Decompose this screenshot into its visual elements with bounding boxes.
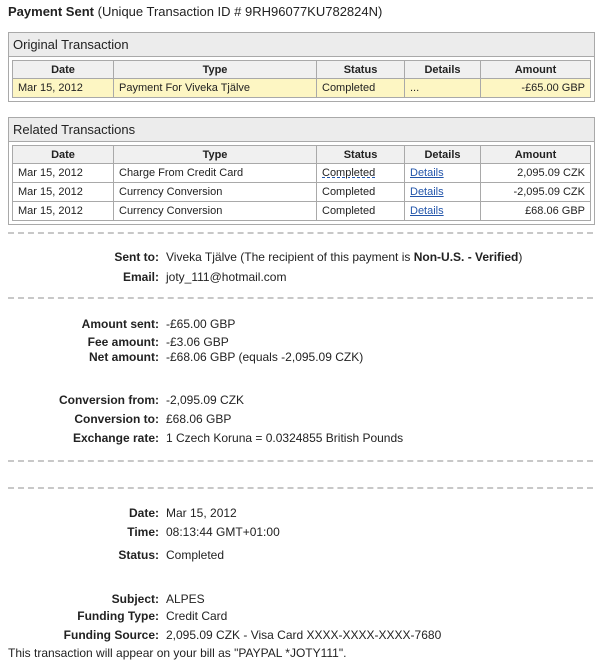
details-link[interactable]: Details xyxy=(410,205,444,217)
recipient-name: Viveka Tjälve xyxy=(166,250,237,264)
table-header-row xyxy=(13,61,591,79)
cell-status: Completed xyxy=(317,79,405,98)
table-row xyxy=(13,79,591,98)
details-link[interactable]: Details xyxy=(410,186,444,198)
original-transaction-panel xyxy=(8,32,595,102)
cell-details xyxy=(405,183,481,202)
column-header-date: Date xyxy=(13,146,114,164)
cell-details xyxy=(405,202,481,221)
table-row xyxy=(13,202,591,221)
column-header-status: Status xyxy=(317,146,405,164)
net-amount-label: Net amount: xyxy=(89,350,159,364)
section-divider xyxy=(8,487,593,489)
funding-source-value: 2,095.09 CZK - Visa Card XXXX-XXXX-XXXX-7680 xyxy=(166,628,442,642)
cell-amount: 2,095.09 CZK xyxy=(481,164,591,183)
conversion-from-value: -2,095.09 CZK xyxy=(166,393,245,407)
funding-source-label: Funding Source: xyxy=(63,628,159,642)
column-header-amount: Amount xyxy=(481,146,591,164)
conversion-to-value: £68.06 GBP xyxy=(166,412,232,426)
cell-amount: -2,095.09 CZK xyxy=(481,183,591,202)
recipient-note-post: ) xyxy=(518,250,523,264)
cell-date: Mar 15, 2012 xyxy=(13,79,114,98)
fee-amount-value: -£3.06 GBP xyxy=(166,335,229,349)
cell-amount: -£65.00 GBP xyxy=(481,79,591,98)
funding-type-label: Funding Type: xyxy=(77,609,159,623)
cell-status xyxy=(317,164,405,183)
cell-date: Mar 15, 2012 xyxy=(13,164,114,183)
sent-to-label: Sent to: xyxy=(114,250,159,264)
exchange-rate-value: 1 Czech Koruna = 0.0324855 British Pounds xyxy=(166,431,404,445)
time-label: Time: xyxy=(127,525,159,539)
section-divider xyxy=(8,232,593,234)
date-value: Mar 15, 2012 xyxy=(166,506,237,520)
column-header-type: Type xyxy=(114,61,317,79)
conversion-to-label: Conversion to: xyxy=(74,412,159,426)
exchange-rate-label: Exchange rate: xyxy=(72,431,159,445)
cell-type: Payment For Viveka Tjälve xyxy=(114,79,317,98)
status-completed-link[interactable]: Completed xyxy=(322,167,376,179)
sent-to-value xyxy=(166,250,522,264)
cell-details: ... xyxy=(405,79,481,98)
cell-status: Completed xyxy=(317,202,405,221)
email-label: Email: xyxy=(122,270,159,284)
cell-type: Currency Conversion xyxy=(114,202,317,221)
related-transactions-table xyxy=(12,145,591,221)
cell-status: Completed xyxy=(317,183,405,202)
related-transactions-panel xyxy=(8,117,595,225)
fee-amount-label: Fee amount: xyxy=(87,335,159,349)
net-amount-value: -£68.06 GBP (equals -2,095.09 CZK) xyxy=(166,350,364,364)
cell-amount: £68.06 GBP xyxy=(481,202,591,221)
recipient-note-pre: (The recipient of this payment is xyxy=(240,250,411,264)
cell-date: Mar 15, 2012 xyxy=(13,183,114,202)
cell-date: Mar 15, 2012 xyxy=(13,202,114,221)
table-row xyxy=(13,164,591,183)
page-title xyxy=(8,4,382,19)
details-link[interactable]: Details xyxy=(410,167,444,179)
funding-type-value: Credit Card xyxy=(166,609,228,623)
date-label: Date: xyxy=(128,506,159,520)
subject-value: ALPES xyxy=(166,592,205,606)
column-header-date: Date xyxy=(13,61,114,79)
status-value: Completed xyxy=(166,548,225,562)
page-title-bold: Payment Sent xyxy=(8,4,94,19)
cell-details xyxy=(405,164,481,183)
cell-type: Currency Conversion xyxy=(114,183,317,202)
column-header-type: Type xyxy=(114,146,317,164)
table-row xyxy=(13,183,591,202)
recipient-verified-status: Non-U.S. - Verified xyxy=(413,250,519,264)
amount-sent-value: -£65.00 GBP xyxy=(166,317,236,331)
column-header-status: Status xyxy=(317,61,405,79)
original-transaction-table xyxy=(12,60,591,98)
subject-label: Subject: xyxy=(111,592,159,606)
cell-type: Charge From Credit Card xyxy=(114,164,317,183)
conversion-from-label: Conversion from: xyxy=(58,393,159,407)
original-transaction-heading: Original Transaction xyxy=(9,33,594,57)
column-header-details: Details xyxy=(405,146,481,164)
email-value: joty_111@hotmail.com xyxy=(166,270,287,284)
column-header-amount: Amount xyxy=(481,61,591,79)
bill-statement-note: This transaction will appear on your bill as "PAYPAL *JOTY111". xyxy=(8,646,347,660)
time-value: 08:13:44 GMT+01:00 xyxy=(166,525,280,539)
section-divider xyxy=(8,297,593,299)
section-divider xyxy=(8,460,593,462)
column-header-details: Details xyxy=(405,61,481,79)
table-header-row xyxy=(13,146,591,164)
amount-sent-label: Amount sent: xyxy=(81,317,159,331)
page-title-id: (Unique Transaction ID # 9RH96077KU782824N) xyxy=(97,4,383,19)
related-transactions-heading: Related Transactions xyxy=(9,118,594,142)
status-label: Status: xyxy=(118,548,159,562)
